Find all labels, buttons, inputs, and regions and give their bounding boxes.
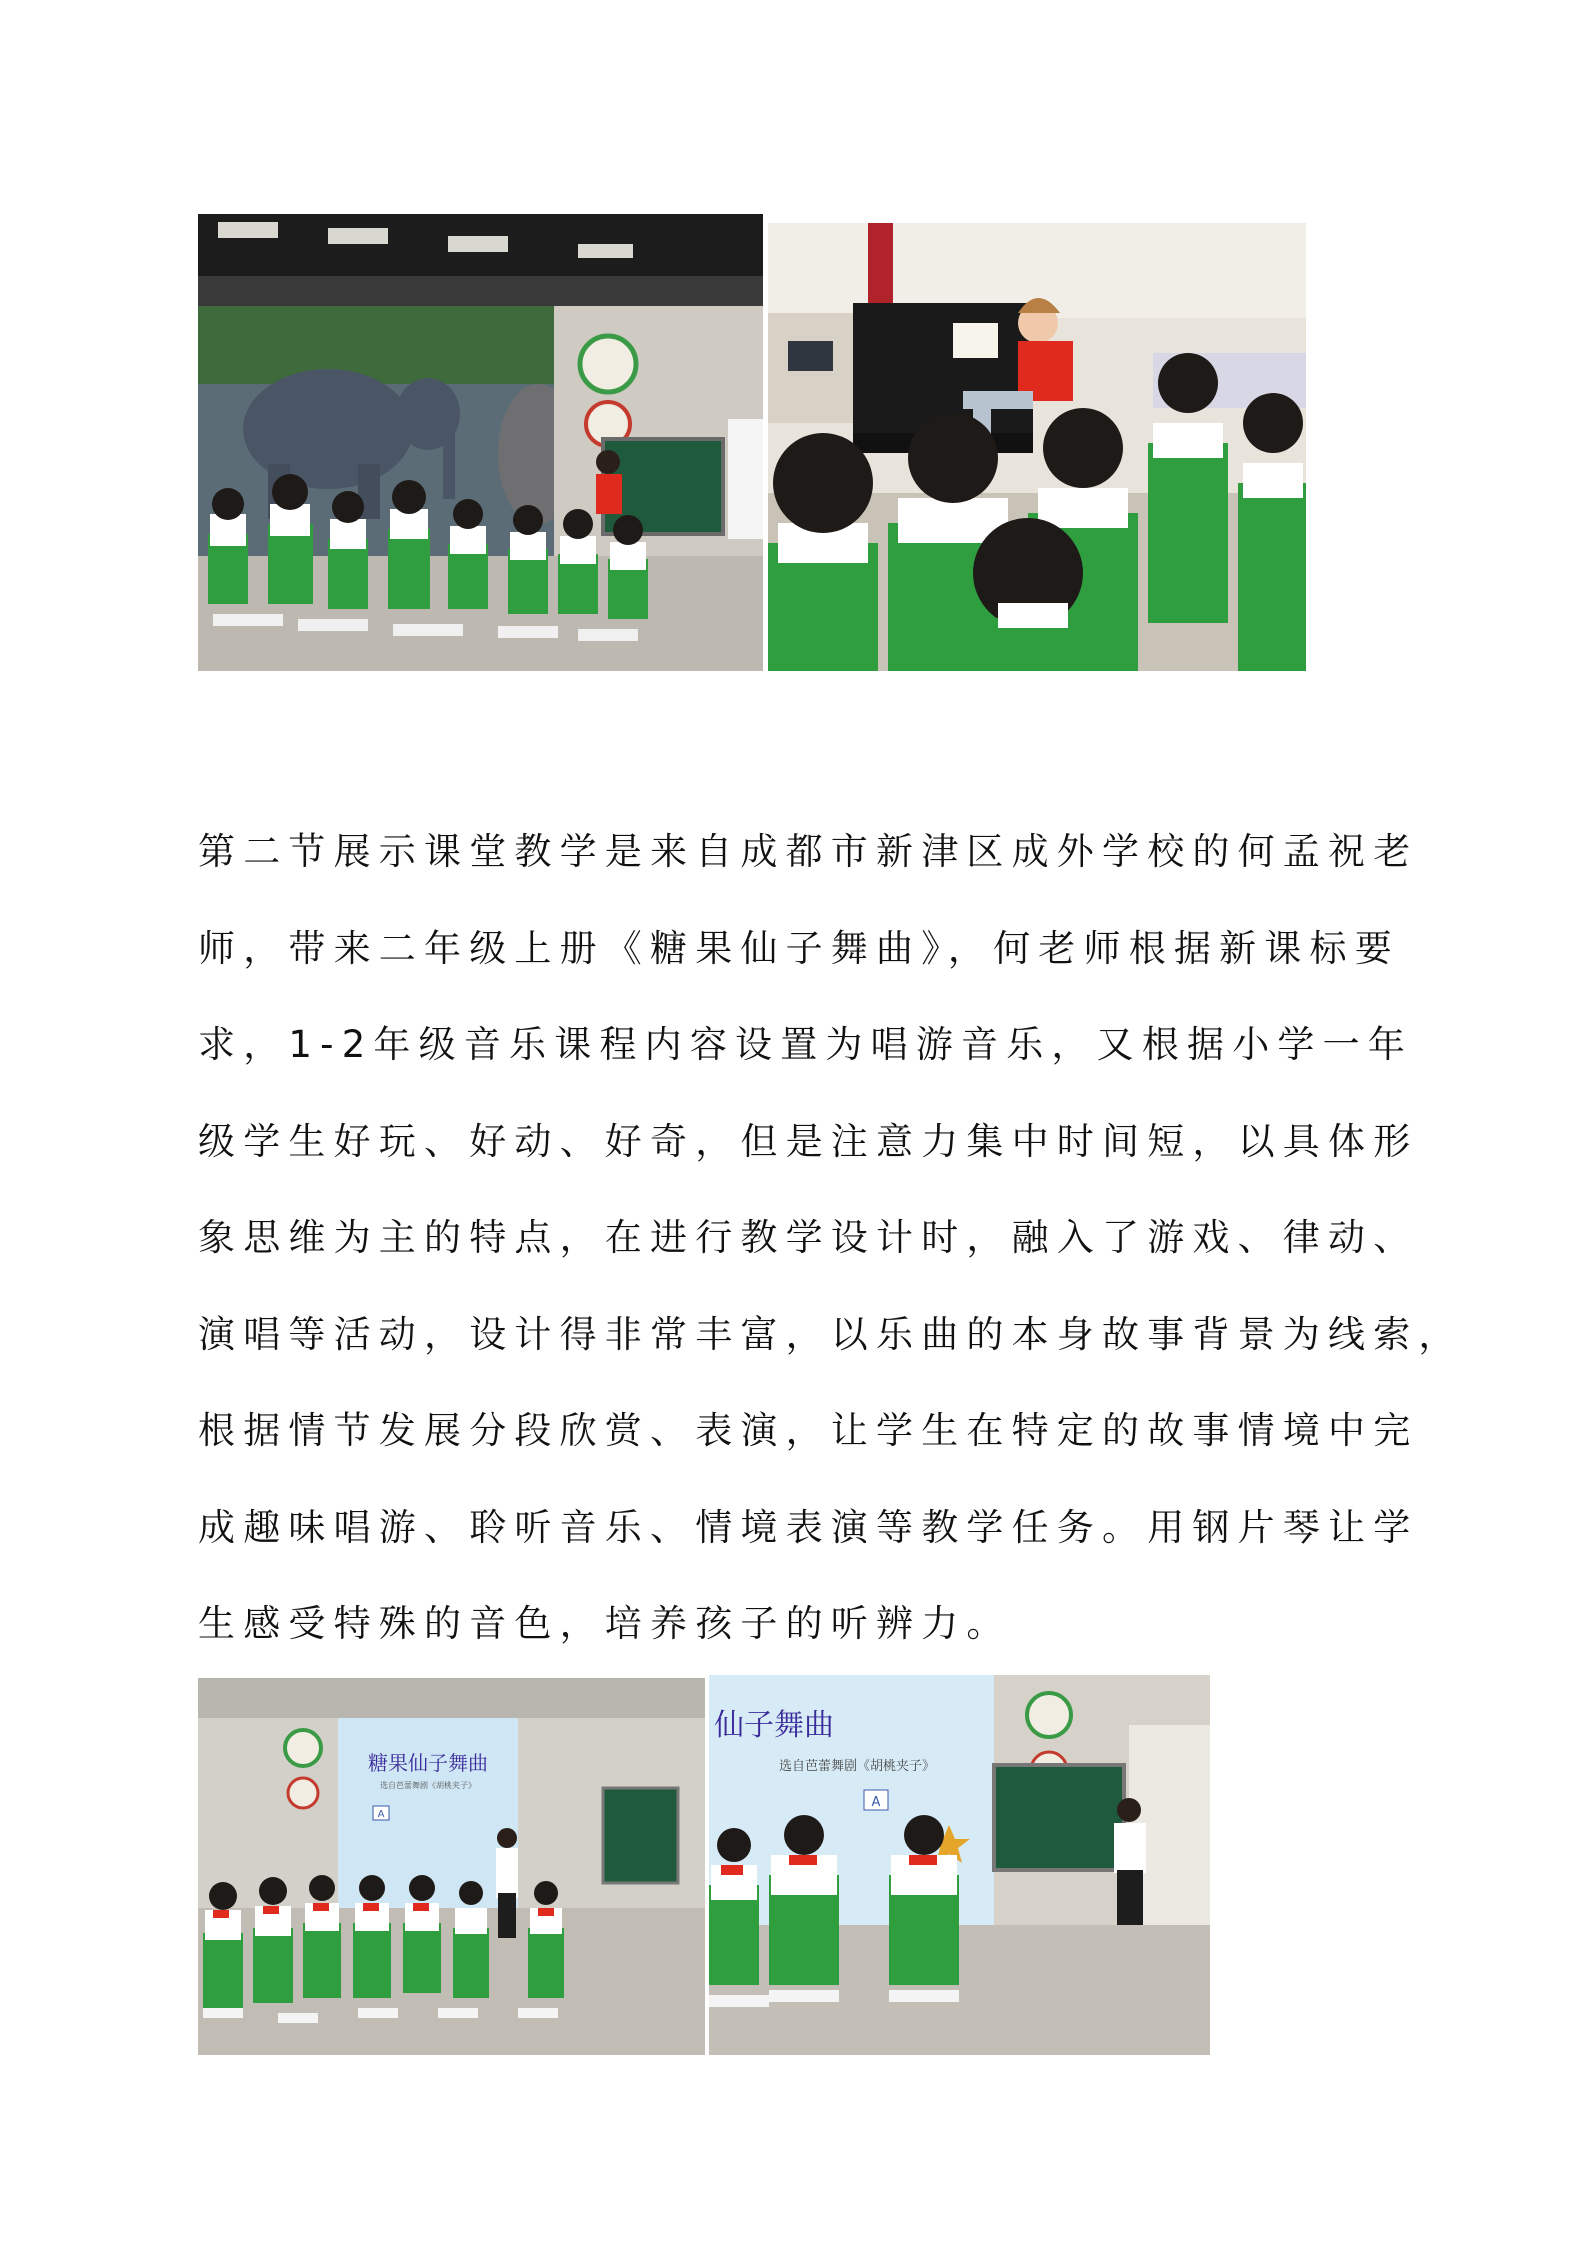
slide-subtitle: 选自芭蕾舞剧《胡桃夹子》 xyxy=(380,1781,476,1790)
paragraph-line: 根据情节发展分段欣赏、表演，让学生在特定的故事情境中完 xyxy=(198,1409,1419,1452)
paragraph-line: 成趣味唱游、聆听音乐、情境表演等教学任务。用钢片琴让学 xyxy=(198,1505,1419,1549)
paragraph-line: 级学生好玩、好动、好奇，但是注意力集中时间短，以具体形 xyxy=(198,1119,1419,1163)
paragraph-line: 象思维为主的特点，在进行教学设计时，融入了游戏、律动、 xyxy=(198,1216,1419,1259)
paragraph-line: 演唱等活动，设计得非常丰富，以乐曲的本身故事背景为线索， xyxy=(198,1312,1464,1356)
classroom-photo-board-teacher xyxy=(709,1675,1210,2055)
slide-title: 糖果仙子舞曲 xyxy=(368,1751,488,1775)
classroom-photo-elephant-video xyxy=(198,214,763,671)
paragraph-line: 第二节展示课堂教学是来自成都市新津区成外学校的何孟祝老 xyxy=(198,830,1419,873)
paragraph-line: 生感受特殊的音色，培养孩子的听辨力。 xyxy=(198,1602,1012,1645)
paragraph-line: 求，1-2年级音乐课程内容设置为唱游音乐，又根据小学一年 xyxy=(198,1023,1414,1066)
slide-subtitle: 选自芭蕾舞剧《胡桃夹子》 xyxy=(779,1759,936,1774)
paragraph-line: 师，带来二年级上册《糖果仙子舞曲》，何老师根据新课标要 xyxy=(198,926,1400,970)
photo-image xyxy=(709,1675,1210,2055)
slide-title-partial: 仙子舞曲 xyxy=(714,1708,834,1743)
photo-image xyxy=(198,1678,705,2055)
slide-letter: A xyxy=(871,1795,881,1810)
classroom-photo-piano-teacher xyxy=(768,223,1306,671)
slide-letter: A xyxy=(377,1809,385,1820)
classroom-photo-slide-wide xyxy=(198,1678,705,2055)
article-paragraph xyxy=(198,804,1464,1673)
photo-image xyxy=(768,223,1306,671)
photo-image xyxy=(198,214,763,671)
